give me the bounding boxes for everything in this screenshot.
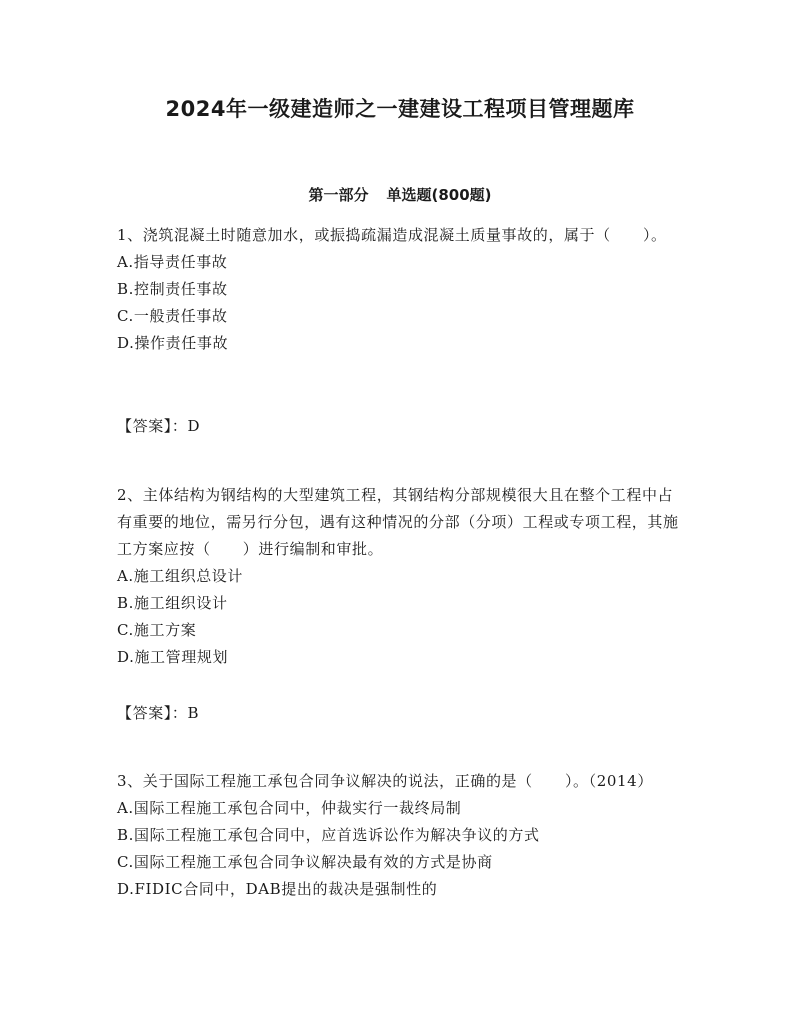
- section-heading: [0, 183, 800, 207]
- option-a: A.国际工程施工承包合同中，仲裁实行一裁终局制: [117, 799, 462, 817]
- option-d: D.操作责任事故: [117, 334, 229, 352]
- option-c: C.一般责任事故: [117, 307, 228, 325]
- answer-1: [117, 413, 200, 440]
- option-b: B.控制责任事故: [117, 280, 228, 298]
- option-c: C.施工方案: [117, 621, 197, 639]
- section-type: 单选题(800题): [386, 186, 492, 204]
- option-a: A.指导责任事故: [117, 253, 228, 271]
- option-d: D.FIDIC合同中，DAB提出的裁决是强制性的: [117, 880, 438, 898]
- answer-label: 【答案】：: [117, 704, 188, 722]
- question-2: [117, 482, 687, 671]
- question-3: [117, 768, 687, 903]
- question-stem: 1、浇筑混凝土时随意加水，或振捣疏漏造成混凝土质量事故的，属于（ ）。: [117, 226, 667, 244]
- option-d: D.施工管理规划: [117, 648, 229, 666]
- option-a: A.施工组织总设计: [117, 567, 244, 585]
- section-part: 第一部分: [308, 186, 369, 204]
- document-title: 2024年一级建造师之一建建设工程项目管理题库: [165, 97, 635, 121]
- answer-label: 【答案】：: [117, 417, 188, 435]
- question-1: [117, 222, 687, 357]
- answer-value: D: [187, 417, 201, 435]
- option-b: B.国际工程施工承包合同中，应首选诉讼作为解决争议的方式: [117, 826, 540, 844]
- answer-2: [117, 700, 199, 727]
- question-stem: 2、主体结构为钢结构的大型建筑工程，其钢结构分部规模很大且在整个工程中占有重要的地位，需另行分包，遇有这种情况的分部（分项）工程或专项工程，其施工方案应按（ ）进行编制和审批。: [117, 486, 679, 558]
- option-c: C.国际工程施工承包合同争议解决最有效的方式是协商: [117, 853, 493, 871]
- option-b: B.施工组织设计: [117, 594, 228, 612]
- answer-value: B: [187, 704, 200, 722]
- question-stem: 3、关于国际工程施工承包合同争议解决的说法，正确的是（ ）。（2014）: [117, 772, 653, 790]
